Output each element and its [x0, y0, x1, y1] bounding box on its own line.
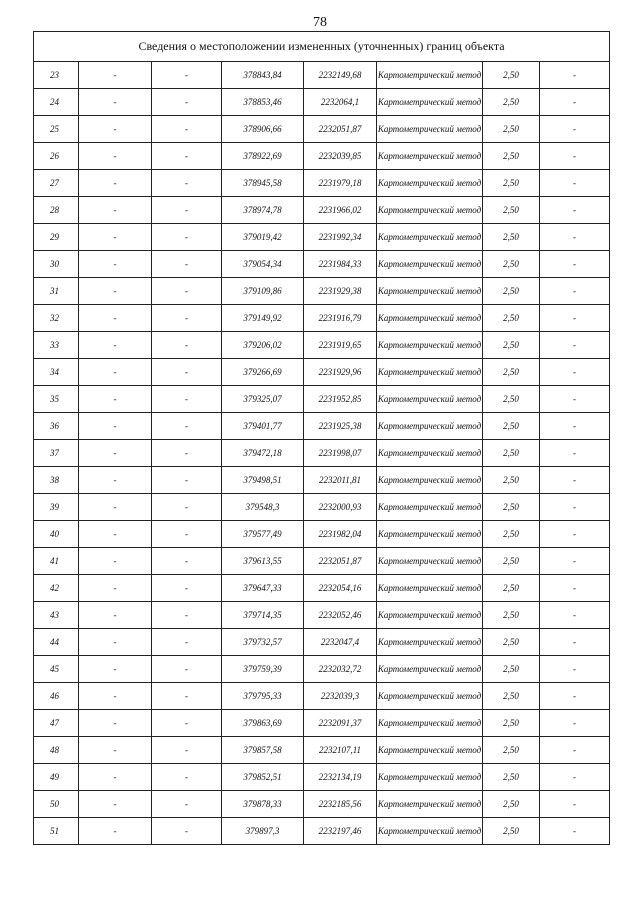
description-cell: -	[540, 62, 610, 89]
table-row	[34, 413, 610, 440]
table-row	[34, 440, 610, 467]
method-cell: Картометрический метод	[377, 656, 483, 683]
boundary-coordinates-table	[33, 31, 610, 845]
empty-x-cell: -	[79, 737, 152, 764]
y-coordinate-cell: 2232091,37	[304, 710, 377, 737]
description-cell: -	[540, 494, 610, 521]
empty-x-cell: -	[79, 413, 152, 440]
point-number-cell: 27	[34, 170, 79, 197]
description-cell: -	[540, 629, 610, 656]
y-coordinate-cell: 2232197,46	[304, 818, 377, 845]
table-row	[34, 62, 610, 89]
y-coordinate-cell: 2232149,68	[304, 62, 377, 89]
empty-y-cell: -	[152, 305, 222, 332]
x-coordinate-cell: 378843,84	[222, 62, 304, 89]
point-number-cell: 40	[34, 521, 79, 548]
description-cell: -	[540, 575, 610, 602]
empty-x-cell: -	[79, 251, 152, 278]
empty-y-cell: -	[152, 413, 222, 440]
method-cell: Картометрический метод	[377, 737, 483, 764]
table-caption: Сведения о местоположении измененных (уточненных) границ объекта	[34, 32, 610, 62]
description-cell: -	[540, 386, 610, 413]
empty-y-cell: -	[152, 737, 222, 764]
y-coordinate-cell: 2231984,33	[304, 251, 377, 278]
accuracy-cell: 2,50	[483, 251, 540, 278]
method-cell: Картометрический метод	[377, 710, 483, 737]
accuracy-cell: 2,50	[483, 413, 540, 440]
method-cell: Картометрический метод	[377, 62, 483, 89]
accuracy-cell: 2,50	[483, 629, 540, 656]
x-coordinate-cell: 379401,77	[222, 413, 304, 440]
empty-y-cell: -	[152, 143, 222, 170]
y-coordinate-cell: 2232032,72	[304, 656, 377, 683]
table-row	[34, 278, 610, 305]
description-cell: -	[540, 818, 610, 845]
method-cell: Картометрический метод	[377, 467, 483, 494]
x-coordinate-cell: 379897,3	[222, 818, 304, 845]
y-coordinate-cell: 2231979,18	[304, 170, 377, 197]
empty-y-cell: -	[152, 440, 222, 467]
empty-x-cell: -	[79, 224, 152, 251]
empty-x-cell: -	[79, 494, 152, 521]
point-number-cell: 33	[34, 332, 79, 359]
x-coordinate-cell: 378853,46	[222, 89, 304, 116]
description-cell: -	[540, 548, 610, 575]
empty-x-cell: -	[79, 197, 152, 224]
point-number-cell: 36	[34, 413, 79, 440]
method-cell: Картометрический метод	[377, 278, 483, 305]
table-row	[34, 116, 610, 143]
accuracy-cell: 2,50	[483, 278, 540, 305]
x-coordinate-cell: 379325,07	[222, 386, 304, 413]
empty-x-cell: -	[79, 548, 152, 575]
accuracy-cell: 2,50	[483, 710, 540, 737]
y-coordinate-cell: 2232107,11	[304, 737, 377, 764]
table-row	[34, 305, 610, 332]
method-cell: Картометрический метод	[377, 548, 483, 575]
y-coordinate-cell: 2232051,87	[304, 548, 377, 575]
empty-x-cell: -	[79, 602, 152, 629]
table-row	[34, 89, 610, 116]
x-coordinate-cell: 379878,33	[222, 791, 304, 818]
empty-x-cell: -	[79, 332, 152, 359]
x-coordinate-cell: 379857,58	[222, 737, 304, 764]
empty-x-cell: -	[79, 791, 152, 818]
empty-y-cell: -	[152, 575, 222, 602]
empty-y-cell: -	[152, 278, 222, 305]
empty-y-cell: -	[152, 656, 222, 683]
empty-x-cell: -	[79, 521, 152, 548]
table-row	[34, 494, 610, 521]
y-coordinate-cell: 2232039,3	[304, 683, 377, 710]
y-coordinate-cell: 2232134,19	[304, 764, 377, 791]
accuracy-cell: 2,50	[483, 359, 540, 386]
empty-y-cell: -	[152, 629, 222, 656]
empty-x-cell: -	[79, 89, 152, 116]
y-coordinate-cell: 2232047,4	[304, 629, 377, 656]
table-row	[34, 683, 610, 710]
accuracy-cell: 2,50	[483, 791, 540, 818]
method-cell: Картометрический метод	[377, 791, 483, 818]
description-cell: -	[540, 683, 610, 710]
table-row	[34, 656, 610, 683]
empty-x-cell: -	[79, 575, 152, 602]
point-number-cell: 47	[34, 710, 79, 737]
method-cell: Картометрический метод	[377, 629, 483, 656]
y-coordinate-cell: 2231919,65	[304, 332, 377, 359]
point-number-cell: 23	[34, 62, 79, 89]
empty-x-cell: -	[79, 710, 152, 737]
empty-x-cell: -	[79, 629, 152, 656]
empty-x-cell: -	[79, 278, 152, 305]
accuracy-cell: 2,50	[483, 656, 540, 683]
table-row	[34, 467, 610, 494]
description-cell: -	[540, 602, 610, 629]
point-number-cell: 26	[34, 143, 79, 170]
empty-x-cell: -	[79, 359, 152, 386]
y-coordinate-cell: 2232064,1	[304, 89, 377, 116]
accuracy-cell: 2,50	[483, 116, 540, 143]
x-coordinate-cell: 379548,3	[222, 494, 304, 521]
accuracy-cell: 2,50	[483, 548, 540, 575]
table-row	[34, 197, 610, 224]
method-cell: Картометрический метод	[377, 170, 483, 197]
y-coordinate-cell: 2231998,07	[304, 440, 377, 467]
y-coordinate-cell: 2231982,04	[304, 521, 377, 548]
description-cell: -	[540, 521, 610, 548]
point-number-cell: 29	[34, 224, 79, 251]
point-number-cell: 41	[34, 548, 79, 575]
method-cell: Картометрический метод	[377, 575, 483, 602]
table-row	[34, 575, 610, 602]
table-row	[34, 737, 610, 764]
empty-y-cell: -	[152, 170, 222, 197]
x-coordinate-cell: 379266,69	[222, 359, 304, 386]
point-number-cell: 35	[34, 386, 79, 413]
accuracy-cell: 2,50	[483, 386, 540, 413]
empty-x-cell: -	[79, 656, 152, 683]
empty-y-cell: -	[152, 62, 222, 89]
accuracy-cell: 2,50	[483, 737, 540, 764]
point-number-cell: 24	[34, 89, 79, 116]
point-number-cell: 42	[34, 575, 79, 602]
page-number: 78	[313, 15, 327, 30]
x-coordinate-cell: 379206,02	[222, 332, 304, 359]
y-coordinate-cell: 2232039,85	[304, 143, 377, 170]
empty-x-cell: -	[79, 467, 152, 494]
point-number-cell: 39	[34, 494, 79, 521]
method-cell: Картометрический метод	[377, 359, 483, 386]
accuracy-cell: 2,50	[483, 89, 540, 116]
point-number-cell: 49	[34, 764, 79, 791]
table-row	[34, 386, 610, 413]
method-cell: Картометрический метод	[377, 602, 483, 629]
accuracy-cell: 2,50	[483, 224, 540, 251]
method-cell: Картометрический метод	[377, 386, 483, 413]
y-coordinate-cell: 2231992,34	[304, 224, 377, 251]
empty-y-cell: -	[152, 602, 222, 629]
description-cell: -	[540, 737, 610, 764]
method-cell: Картометрический метод	[377, 251, 483, 278]
description-cell: -	[540, 764, 610, 791]
y-coordinate-cell: 2232054,16	[304, 575, 377, 602]
empty-x-cell: -	[79, 170, 152, 197]
y-coordinate-cell: 2231929,96	[304, 359, 377, 386]
empty-y-cell: -	[152, 359, 222, 386]
empty-y-cell: -	[152, 764, 222, 791]
empty-x-cell: -	[79, 818, 152, 845]
point-number-cell: 51	[34, 818, 79, 845]
point-number-cell: 32	[34, 305, 79, 332]
description-cell: -	[540, 251, 610, 278]
point-number-cell: 34	[34, 359, 79, 386]
x-coordinate-cell: 379472,18	[222, 440, 304, 467]
table-row	[34, 548, 610, 575]
point-number-cell: 31	[34, 278, 79, 305]
empty-y-cell: -	[152, 818, 222, 845]
empty-y-cell: -	[152, 548, 222, 575]
x-coordinate-cell: 379863,69	[222, 710, 304, 737]
accuracy-cell: 2,50	[483, 602, 540, 629]
empty-y-cell: -	[152, 683, 222, 710]
x-coordinate-cell: 379054,34	[222, 251, 304, 278]
empty-y-cell: -	[152, 89, 222, 116]
point-number-cell: 25	[34, 116, 79, 143]
x-coordinate-cell: 379732,57	[222, 629, 304, 656]
y-coordinate-cell: 2231952,85	[304, 386, 377, 413]
empty-x-cell: -	[79, 116, 152, 143]
table-row	[34, 521, 610, 548]
method-cell: Картометрический метод	[377, 197, 483, 224]
table-row	[34, 710, 610, 737]
accuracy-cell: 2,50	[483, 305, 540, 332]
table-row	[34, 170, 610, 197]
accuracy-cell: 2,50	[483, 575, 540, 602]
point-number-cell: 48	[34, 737, 79, 764]
method-cell: Картометрический метод	[377, 89, 483, 116]
accuracy-cell: 2,50	[483, 332, 540, 359]
empty-y-cell: -	[152, 116, 222, 143]
description-cell: -	[540, 467, 610, 494]
x-coordinate-cell: 379759,39	[222, 656, 304, 683]
empty-y-cell: -	[152, 710, 222, 737]
point-number-cell: 46	[34, 683, 79, 710]
method-cell: Картометрический метод	[377, 332, 483, 359]
accuracy-cell: 2,50	[483, 62, 540, 89]
x-coordinate-cell: 379577,49	[222, 521, 304, 548]
description-cell: -	[540, 305, 610, 332]
description-cell: -	[540, 359, 610, 386]
method-cell: Картометрический метод	[377, 413, 483, 440]
accuracy-cell: 2,50	[483, 521, 540, 548]
description-cell: -	[540, 413, 610, 440]
table-row	[34, 251, 610, 278]
point-number-cell: 44	[34, 629, 79, 656]
table-row	[34, 359, 610, 386]
accuracy-cell: 2,50	[483, 494, 540, 521]
accuracy-cell: 2,50	[483, 467, 540, 494]
empty-x-cell: -	[79, 683, 152, 710]
y-coordinate-cell: 2231916,79	[304, 305, 377, 332]
description-cell: -	[540, 197, 610, 224]
method-cell: Картометрический метод	[377, 143, 483, 170]
description-cell: -	[540, 224, 610, 251]
table-row	[34, 629, 610, 656]
point-number-cell: 28	[34, 197, 79, 224]
x-coordinate-cell: 379795,33	[222, 683, 304, 710]
description-cell: -	[540, 89, 610, 116]
method-cell: Картометрический метод	[377, 116, 483, 143]
y-coordinate-cell: 2231966,02	[304, 197, 377, 224]
description-cell: -	[540, 791, 610, 818]
empty-y-cell: -	[152, 521, 222, 548]
method-cell: Картометрический метод	[377, 494, 483, 521]
accuracy-cell: 2,50	[483, 818, 540, 845]
description-cell: -	[540, 332, 610, 359]
empty-x-cell: -	[79, 440, 152, 467]
accuracy-cell: 2,50	[483, 197, 540, 224]
table-row	[34, 602, 610, 629]
empty-y-cell: -	[152, 197, 222, 224]
description-cell: -	[540, 440, 610, 467]
point-number-cell: 38	[34, 467, 79, 494]
y-coordinate-cell: 2232185,56	[304, 791, 377, 818]
empty-y-cell: -	[152, 791, 222, 818]
empty-y-cell: -	[152, 494, 222, 521]
table-row	[34, 332, 610, 359]
y-coordinate-cell: 2231929,38	[304, 278, 377, 305]
method-cell: Картометрический метод	[377, 305, 483, 332]
x-coordinate-cell: 379714,35	[222, 602, 304, 629]
x-coordinate-cell: 379019,42	[222, 224, 304, 251]
point-number-cell: 30	[34, 251, 79, 278]
empty-x-cell: -	[79, 305, 152, 332]
y-coordinate-cell: 2232011,81	[304, 467, 377, 494]
empty-x-cell: -	[79, 62, 152, 89]
x-coordinate-cell: 378945,58	[222, 170, 304, 197]
x-coordinate-cell: 379647,33	[222, 575, 304, 602]
accuracy-cell: 2,50	[483, 764, 540, 791]
method-cell: Картометрический метод	[377, 683, 483, 710]
empty-x-cell: -	[79, 143, 152, 170]
accuracy-cell: 2,50	[483, 683, 540, 710]
table-row	[34, 818, 610, 845]
method-cell: Картометрический метод	[377, 521, 483, 548]
table-row	[34, 143, 610, 170]
empty-y-cell: -	[152, 467, 222, 494]
point-number-cell: 43	[34, 602, 79, 629]
description-cell: -	[540, 170, 610, 197]
accuracy-cell: 2,50	[483, 440, 540, 467]
description-cell: -	[540, 116, 610, 143]
method-cell: Картометрический метод	[377, 224, 483, 251]
x-coordinate-cell: 379149,92	[222, 305, 304, 332]
description-cell: -	[540, 710, 610, 737]
description-cell: -	[540, 278, 610, 305]
empty-y-cell: -	[152, 251, 222, 278]
method-cell: Картометрический метод	[377, 818, 483, 845]
point-number-cell: 50	[34, 791, 79, 818]
x-coordinate-cell: 379852,51	[222, 764, 304, 791]
method-cell: Картометрический метод	[377, 764, 483, 791]
x-coordinate-cell: 378974,78	[222, 197, 304, 224]
empty-y-cell: -	[152, 224, 222, 251]
x-coordinate-cell: 378906,66	[222, 116, 304, 143]
description-cell: -	[540, 656, 610, 683]
y-coordinate-cell: 2232052,46	[304, 602, 377, 629]
table-row	[34, 224, 610, 251]
point-number-cell: 37	[34, 440, 79, 467]
x-coordinate-cell: 378922,69	[222, 143, 304, 170]
table-row	[34, 764, 610, 791]
accuracy-cell: 2,50	[483, 170, 540, 197]
x-coordinate-cell: 379498,51	[222, 467, 304, 494]
x-coordinate-cell: 379109,86	[222, 278, 304, 305]
empty-x-cell: -	[79, 386, 152, 413]
description-cell: -	[540, 143, 610, 170]
point-number-cell: 45	[34, 656, 79, 683]
table-row	[34, 791, 610, 818]
y-coordinate-cell: 2231925,38	[304, 413, 377, 440]
empty-y-cell: -	[152, 386, 222, 413]
empty-x-cell: -	[79, 764, 152, 791]
accuracy-cell: 2,50	[483, 143, 540, 170]
y-coordinate-cell: 2232051,87	[304, 116, 377, 143]
empty-y-cell: -	[152, 332, 222, 359]
table-caption-row	[34, 32, 610, 62]
y-coordinate-cell: 2232000,93	[304, 494, 377, 521]
table-body	[34, 32, 610, 845]
x-coordinate-cell: 379613,55	[222, 548, 304, 575]
method-cell: Картометрический метод	[377, 440, 483, 467]
